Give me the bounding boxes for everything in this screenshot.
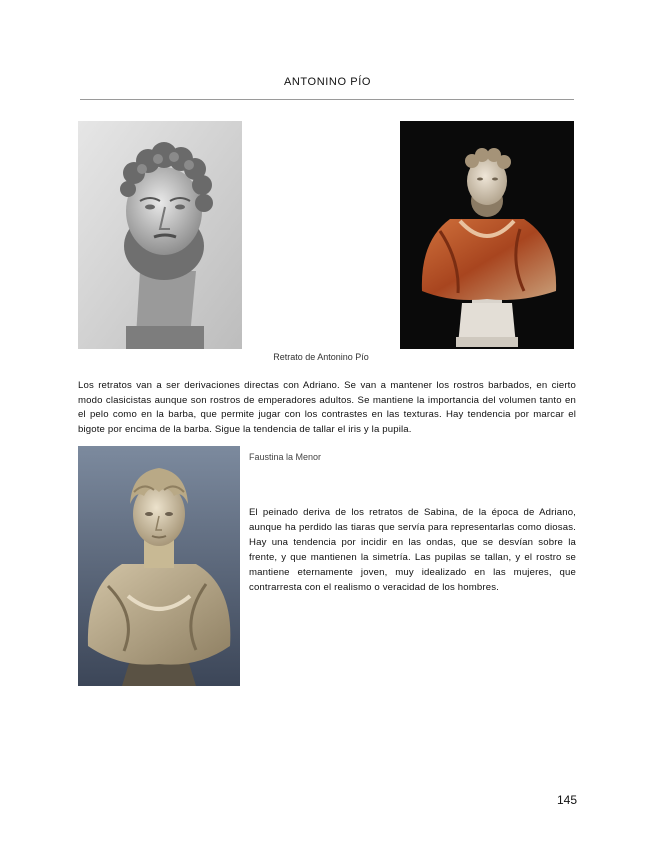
page-title: ANTONINO PÍO	[283, 76, 372, 88]
header-divider	[80, 99, 574, 100]
antonino-pio-head-photo	[78, 121, 242, 349]
figure-caption-faustina: Faustina la Menor	[249, 452, 322, 462]
antonino-pio-bust-photo	[400, 121, 574, 349]
body-paragraph-antonino: Los retratos van a ser derivaciones directas con Adriano. Se van a mantener los rostros barbados, en cierto modo clasicistas aunque son rostros de emperadores adultos. Se mantiene la importancia del volumen tanto en el pelo como en la barba, que permite jugar con los contrastes en las texturas. Hay tendencia por marcar el bigote por encima de la barba. Sigue la tendencia de tallar el iris y la pupila.	[78, 380, 576, 435]
page-number: 145	[556, 793, 577, 807]
figure-caption-antonino: Retrato de Antonino Pío	[273, 352, 369, 362]
faustina-la-menor-photo	[78, 446, 240, 686]
body-paragraph-faustina: El peinado deriva de los retratos de Sabina, de la época de Adriano, aunque ha perdido las tiaras que servía para representarlas como diosas. Hay una tendencia por incidir en las ondas, que se desvían sobre la frente, y que mantienen la simetría. Las pupilas se tallan, y el rostro se mantiene eternamente joven, muy idealizado en las mujeres, que contrarresta con el realismo o veracidad de los hombres.	[249, 507, 576, 593]
